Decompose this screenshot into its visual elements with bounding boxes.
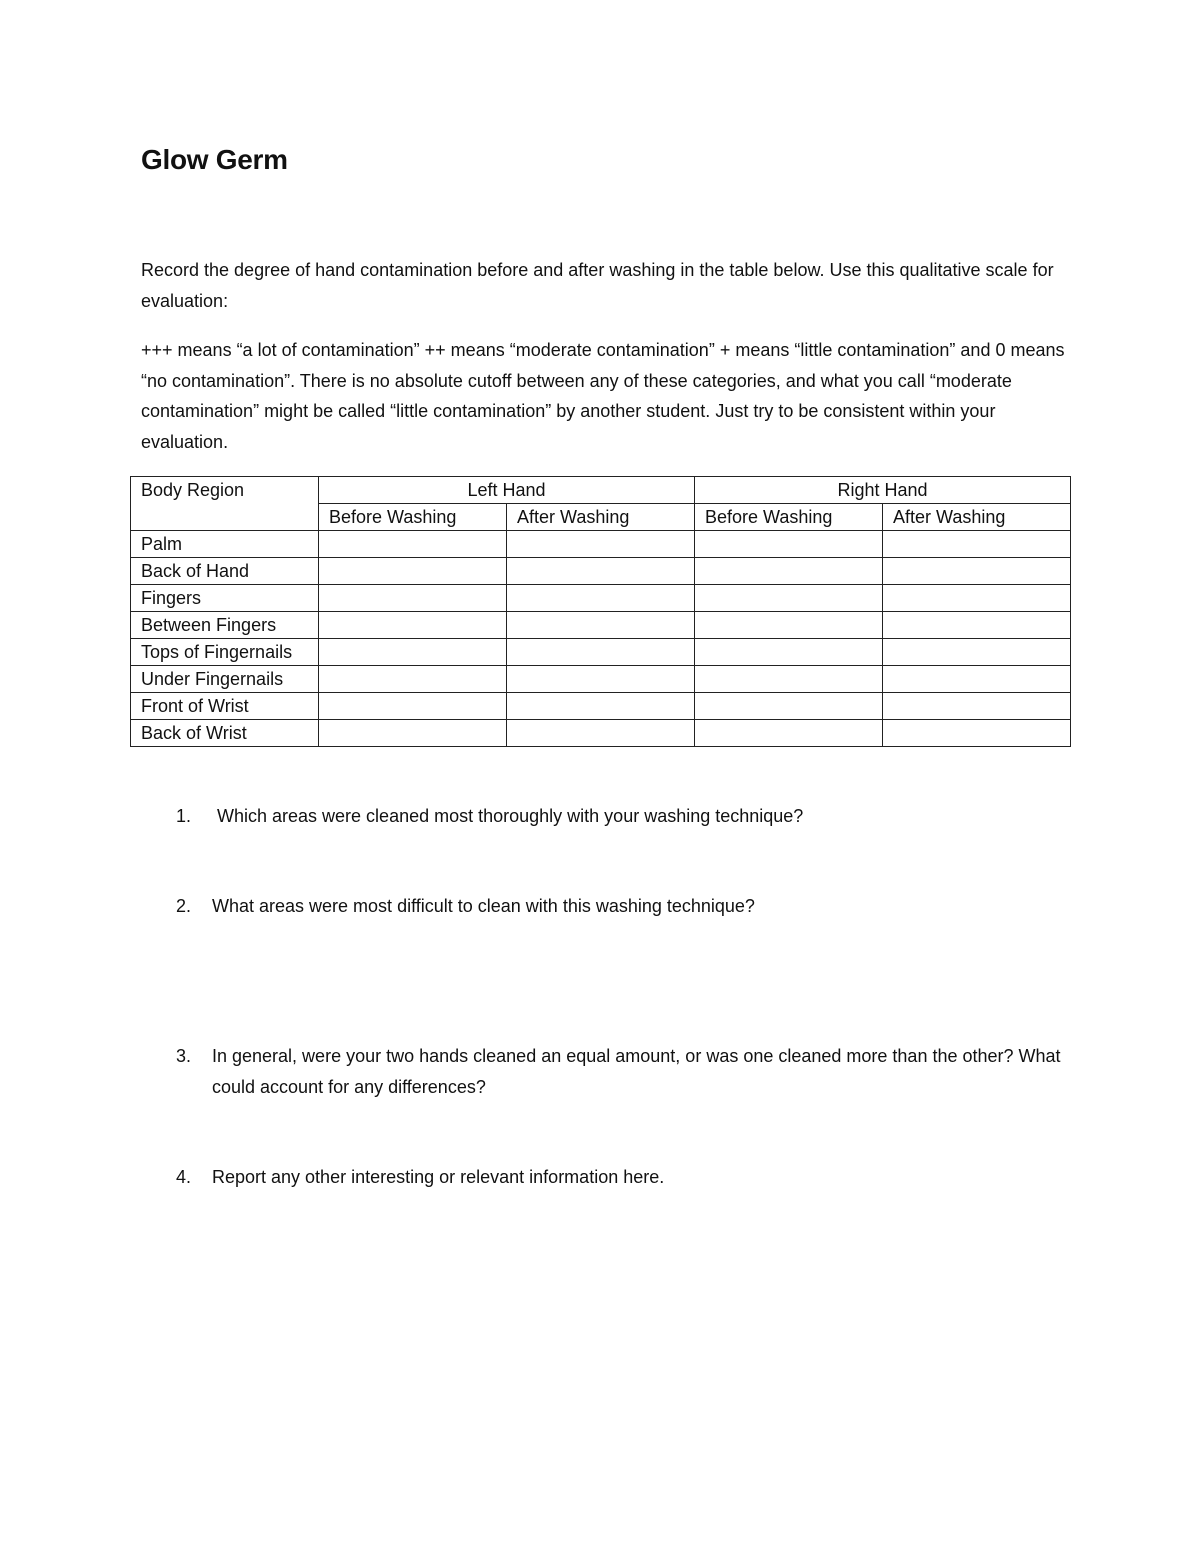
entry-cell[interactable] bbox=[319, 558, 507, 585]
question-text: In general, were your two hands cleaned an equal amount, or was one cleaned more than the other? What could account for any differences? bbox=[212, 1046, 1061, 1097]
question-text: Report any other interesting or relevant information here. bbox=[212, 1167, 665, 1187]
table-row bbox=[131, 666, 1071, 693]
question-number: 1. bbox=[176, 806, 192, 826]
entry-cell[interactable] bbox=[695, 639, 883, 666]
scale-paragraph: +++ means “a lot of contamination” ++ means “moderate contamination” + means “little contamination” and 0 means “no contamination”. There is no absolute cutoff between any of these categories, and what you call “moderate contamination” might be called “little contamination” by another student. Just try to be consistent within your evaluation. bbox=[141, 340, 1065, 452]
page-title: Glow Germ bbox=[141, 144, 288, 175]
entry-cell[interactable] bbox=[695, 720, 883, 747]
region-label: Tops of Fingernails bbox=[131, 639, 319, 666]
table-row bbox=[131, 585, 1071, 612]
table-header-row bbox=[131, 477, 1071, 504]
table-row bbox=[131, 558, 1071, 585]
question-2 bbox=[176, 891, 1076, 922]
entry-cell[interactable] bbox=[507, 639, 695, 666]
right-before-header: Before Washing bbox=[695, 504, 883, 531]
instructions-paragraph: Record the degree of hand contamination before and after washing in the table below. Use this qualitative scale for evaluation: bbox=[141, 260, 1054, 311]
region-label: Palm bbox=[131, 531, 319, 558]
question-text: What areas were most difficult to clean with this washing technique? bbox=[212, 896, 755, 916]
left-before-header: Before Washing bbox=[319, 504, 507, 531]
question-number: 4. bbox=[176, 1167, 192, 1187]
entry-cell[interactable] bbox=[507, 531, 695, 558]
entry-cell[interactable] bbox=[507, 693, 695, 720]
entry-cell[interactable] bbox=[695, 612, 883, 639]
entry-cell[interactable] bbox=[883, 666, 1071, 693]
entry-cell[interactable] bbox=[507, 585, 695, 612]
entry-cell[interactable] bbox=[319, 531, 507, 558]
region-label: Fingers bbox=[131, 585, 319, 612]
body-region-header: Body Region bbox=[131, 477, 319, 531]
entry-cell[interactable] bbox=[883, 585, 1071, 612]
right-after-header: After Washing bbox=[883, 504, 1071, 531]
entry-cell[interactable] bbox=[507, 666, 695, 693]
entry-cell[interactable] bbox=[695, 666, 883, 693]
region-label: Back of Wrist bbox=[131, 720, 319, 747]
entry-cell[interactable] bbox=[319, 585, 507, 612]
entry-cell[interactable] bbox=[319, 666, 507, 693]
table-row bbox=[131, 720, 1071, 747]
contamination-table bbox=[130, 476, 1071, 747]
entry-cell[interactable] bbox=[319, 612, 507, 639]
entry-cell[interactable] bbox=[883, 693, 1071, 720]
left-after-header: After Washing bbox=[507, 504, 695, 531]
entry-cell[interactable] bbox=[319, 693, 507, 720]
table-row bbox=[131, 531, 1071, 558]
left-hand-header: Left Hand bbox=[319, 477, 695, 504]
question-number: 2. bbox=[176, 896, 192, 916]
entry-cell[interactable] bbox=[507, 612, 695, 639]
entry-cell[interactable] bbox=[507, 720, 695, 747]
entry-cell[interactable] bbox=[883, 531, 1071, 558]
entry-cell[interactable] bbox=[507, 558, 695, 585]
question-1 bbox=[176, 801, 1076, 832]
entry-cell[interactable] bbox=[883, 612, 1071, 639]
region-label: Front of Wrist bbox=[131, 693, 319, 720]
question-number: 3. bbox=[176, 1046, 192, 1066]
entry-cell[interactable] bbox=[319, 639, 507, 666]
entry-cell[interactable] bbox=[695, 531, 883, 558]
table-row bbox=[131, 612, 1071, 639]
region-label: Between Fingers bbox=[131, 612, 319, 639]
entry-cell[interactable] bbox=[883, 639, 1071, 666]
entry-cell[interactable] bbox=[695, 558, 883, 585]
question-text: Which areas were cleaned most thoroughly with your washing technique? bbox=[217, 806, 804, 826]
question-4 bbox=[176, 1162, 1076, 1193]
table-row bbox=[131, 693, 1071, 720]
question-3 bbox=[176, 1041, 1076, 1102]
table-row bbox=[131, 639, 1071, 666]
entry-cell[interactable] bbox=[883, 558, 1071, 585]
entry-cell[interactable] bbox=[883, 720, 1071, 747]
entry-cell[interactable] bbox=[695, 585, 883, 612]
right-hand-header: Right Hand bbox=[695, 477, 1071, 504]
region-label: Under Fingernails bbox=[131, 666, 319, 693]
entry-cell[interactable] bbox=[695, 693, 883, 720]
region-label: Back of Hand bbox=[131, 558, 319, 585]
entry-cell[interactable] bbox=[319, 720, 507, 747]
